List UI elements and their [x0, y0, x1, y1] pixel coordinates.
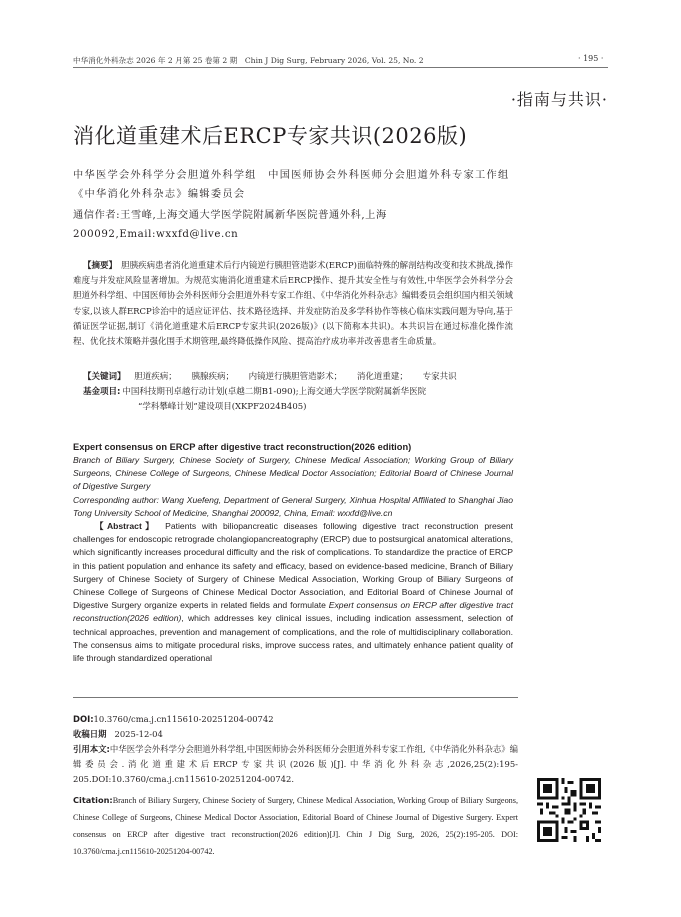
keyword: 消化道重建；	[356, 372, 408, 382]
en-abstract-label: 【Abstract】	[95, 521, 158, 532]
doi-value: 10.3760/cma.j.cn115610-20251204-00742	[93, 714, 274, 724]
doi-line	[73, 712, 518, 727]
received-value: 2025-12-04	[114, 729, 163, 739]
keyword: 内镜逆行胰胆管造影术；	[248, 372, 343, 382]
citation-cn-text: 中华医学会外科学分会胆道外科学组,中国医师协会外科医师分会胆道外科专家工作组,《中华消化外科杂志》编辑委员会.消化道重建术后ERCP专家共识(2026版)[J].中华消化外科杂志,2026,25(2):195-205.DOI:10.3760/cma.j.cn115610-20251204-00742.	[73, 744, 518, 784]
cn-fund-label: 基金项目:	[83, 387, 121, 397]
en-authors: Branch of Biliary Surgery, Chinese Society of Surgery, Chinese Medical Association; Working Group of Biliary Surgeons, Chinese College of Surgeons, Chinese Medical Doctor Association; Editorial Board of Chinese Journal of Digestive Surgery	[73, 455, 513, 492]
footer-rule	[73, 697, 518, 698]
received-line	[73, 727, 518, 742]
keyword: 专家共识	[422, 372, 457, 382]
citation-cn	[73, 742, 518, 787]
cn-authors: 中华医学会外科学分会胆道外科学组 中国医师协会外科医师分会胆道外科专家工作组 《中华消化外科杂志》编辑委员会	[73, 170, 522, 200]
article-title: 消化道重建术后ERCP专家共识(2026版)	[73, 124, 468, 148]
section-label: ·指南与共识·	[510, 90, 608, 109]
cn-fund-line1: 中国科技期刊卓越行动计划(卓越二期B1-090);上海交通大学医学院附属新华医院	[122, 387, 427, 397]
cn-abstract	[73, 259, 513, 350]
citation-en	[73, 792, 518, 860]
cn-abstract-label: 【摘要】	[83, 261, 118, 271]
citation-en-text: Branch of Biliary Surgery, Chinese Society of Surgery, Chinese Medical Association, Working Group of Biliary Surgeons, Chinese College of Surgeons, Chinese Medical Doctor Association, Editorial Board of Chinese Journal of Digestive Surgery. Expert consensus on ERCP after digestive tract reconstruction(2026 edition)[J]. Chin J Dig Surg, 2026, 25(2):195-205. DOI: 10.3760/cma.j.cn115610-20251204-00742.	[73, 796, 518, 856]
keyword: 胆道疾病；	[134, 372, 177, 382]
received-label: 收稿日期	[73, 729, 107, 739]
cn-fund-line2: “学科攀峰计划”建设项目(XKPF2024B405)	[138, 402, 307, 412]
cn-keywords-label: 【关键词】	[83, 372, 126, 382]
header-rule	[73, 67, 608, 68]
keyword: 胰腺疾病；	[191, 372, 234, 382]
en-corresponding-author: Corresponding author: Wang Xuefeng, Department of General Surgery, Xinhua Hospital Affiliated to Shanghai Jiao Tong University School of Medicine, Shanghai 200092, China, Email: wxxfd@live.cn	[73, 494, 513, 518]
en-abstract-part1: Patients with biliopancreatic diseases following digestive tract reconstruction present challenges for endoscopic retrograde cholangiopancreatography (ERCP) due to postsurgical anatomical alterations, which significantly increases procedural difficulty and the risk of complications. To standardize the practice of ERCP in this patient population and enhance its safety and efficacy, based on evidence-based medicine, Branch of Biliary Surgery of Chinese Society of Surgery of Chinese Medical Association, Working Group of Biliary Surgeons of Chinese College of Surgeons of Chinese Medical Doctor Association, and Editorial Board of Chinese Journal of Digestive Surgery organize experts in related fields and formulate	[73, 521, 513, 611]
doi-label: DOI:	[73, 714, 94, 724]
en-abstract-italic: Expert consensus on ERCP after digestive tract reconstruction(2026 edition)	[73, 600, 513, 624]
page-number: · 195 ·	[578, 54, 604, 63]
cn-fund	[73, 385, 513, 415]
qr-code-icon	[537, 778, 601, 842]
cn-corresponding-author: 通信作者:王雪峰,上海交通大学医学院附属新华医院普通外科,上海 200092,Email:wxxfd@live.cn	[73, 210, 398, 240]
en-block	[73, 440, 513, 665]
cn-keywords	[73, 370, 513, 385]
en-abstract	[73, 520, 513, 665]
citation-en-label: Citation:	[73, 795, 113, 805]
cn-abstract-text: 胆胰疾病患者消化道重建术后行内镜逆行胰胆管造影术(ERCP)面临特殊的解剖结构改变和技术挑战,操作难度与并发症风险显著增加。为规范实施消化道重建术后ERCP操作、提升其安全性与有效性,中华医学会外科学分会胆道外科学组、中国医师协会外科医师分会胆道外科专家工作组、《中华消化外科杂志》编辑委员会组织国内相关领域专家,以该人群ERCP诊治中的适应证评估、技术路径选择、并发症防治及多学科协作等核心临床实践问题为导向,基于循证医学证据,制订《消化道重建术后ERCP专家共识(2026版)》(以下简称本共识)。本共识旨在通过标准化操作流程、优化技术策略并强化围手术期管理,最终降低操作风险、提高治疗成功率并改善患者生命质量。	[73, 261, 513, 348]
footer	[73, 712, 518, 860]
citation-cn-label: 引用本文:	[73, 744, 110, 754]
running-head: 中华消化外科杂志 2026 年 2 月第 25 卷第 2 期 Chin J Dig Surg, February 2026, Vol. 25, No. 2	[73, 56, 424, 65]
en-title: Expert consensus on ERCP after digestive tract reconstruction(2026 edition)	[73, 442, 412, 452]
en-abstract-part2: , which addresses key clinical issues, including indication assessment, selection of technical approaches, prevention and management of complications, and the role of multidisciplinary collaboration. The consensus aims to mitigate procedural risks, improve success rates, and ultimately enhance patient quality of life through standardized operational	[73, 613, 513, 664]
